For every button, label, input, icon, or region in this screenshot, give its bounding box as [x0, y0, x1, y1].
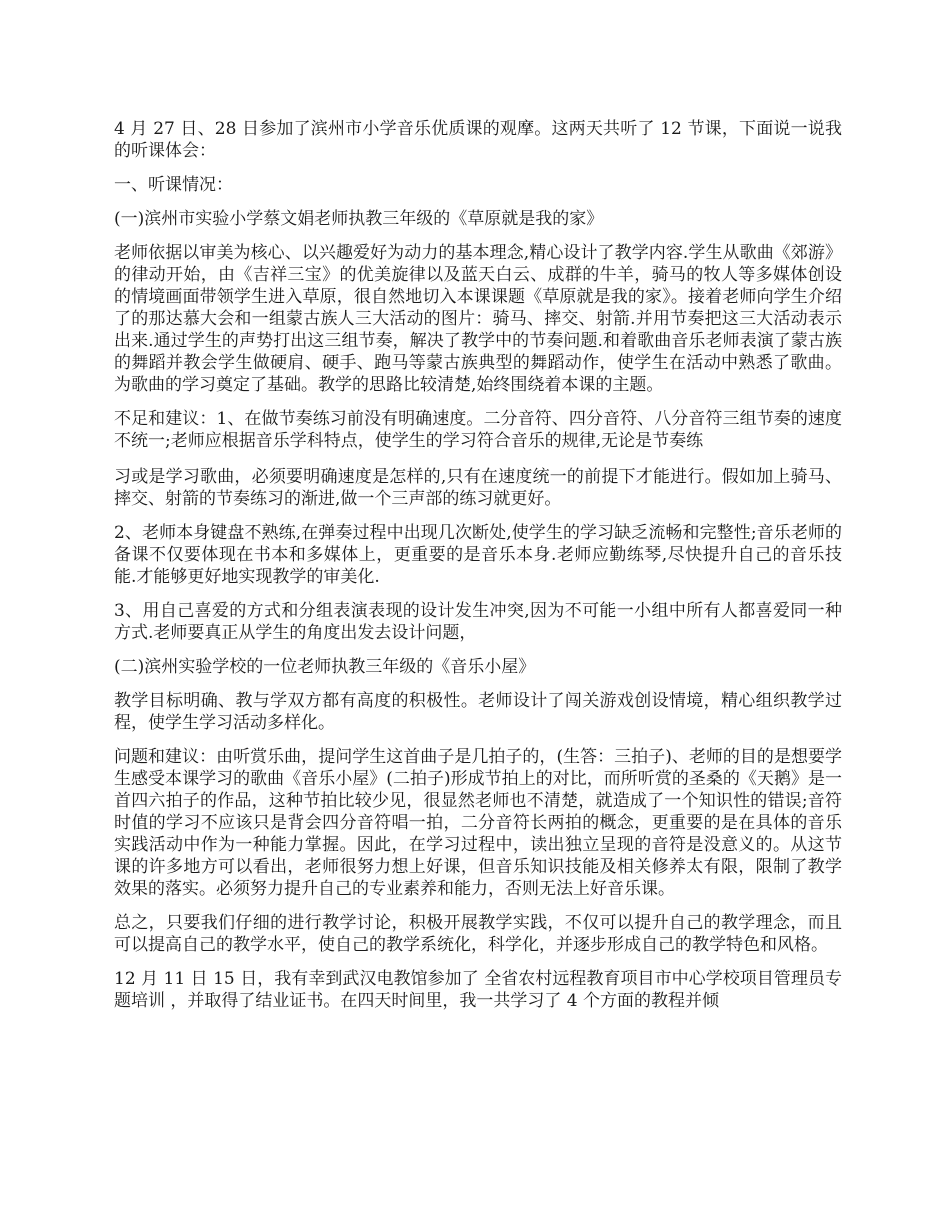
document-page [114, 118, 842, 1024]
section-heading-listening: 一、听课情况： [114, 175, 233, 195]
lesson-one-suggestion-1a: 不足和建议：1、在做节奏练习前没有明确速度。二分音符、四分音符、八分音符三组节奏的速度不统一;老师应根据音乐学科特点，使学生的学习符合音乐的规律,无论是节奏练 [114, 409, 842, 451]
training-paragraph: 12 月 11 日 15 日，我有幸到武汉电教馆参加了 全省农村远程教育项目市中心学校项目管理员专题培训 ，并取得了结业证书。在四天时间里，我一共学习了 4 个方面的教程并倾 [114, 969, 842, 1011]
lesson-two-heading: (二)滨州实验学校的一位老师执教三年级的《音乐小屋》 [114, 657, 536, 677]
lesson-two-suggestions: 问题和建议：由听赏乐曲，提问学生这首曲子是几拍子的，(生答：三拍子)、老师的目的是想要学生感受本课学习的歌曲《音乐小屋》(二拍子)形成节拍上的对比，而所听赏的圣桑的《天鹅》是一首四六拍子的作品，这种节拍比较少见，很显然老师也不清楚，就造成了一个知识性的错误;音符时值的学习不应该只是背会四分音符唱一拍，二分音符长两拍的概念，更重要的是在具体的音乐实践活动中作为一种能力掌握。因此，在学习过程中，读出独立呈现的音符是没意义的。从这节课的许多地方可以看出，老师很努力想上好课，但音乐知识技能及相关修养太有限，限制了教学效果的落实。必须努力提升自己的专业素养和能力，否则无法上好音乐课。 [114, 747, 842, 899]
intro-paragraph: 4 月 27 日、28 日参加了滨州市小学音乐优质课的观摩。这两天共听了 12 节课，下面说一说我的听课体会： [114, 119, 842, 161]
lesson-one-heading: (一)滨州市实验小学蔡文娟老师执教三年级的《草原就是我的家》 [114, 209, 604, 229]
lesson-one-suggestion-1b: 习或是学习歌曲，必须要明确速度是怎样的,只有在速度统一的前提下才能进行。假如加上骑马、摔交、射箭的节奏练习的渐进,做一个三声部的练习就更好。 [114, 467, 842, 509]
lesson-one-description: 老师依据以审美为核心、以兴趣爱好为动力的基本理念,精心设计了教学内容.学生从歌曲《郊游》的律动开始，由《吉祥三宝》的优美旋律以及蓝天白云、成群的牛羊，骑马的牧人等多媒体创设的情境画面带领学生进入草原，很自然地切入本课课题《草原就是我的家》。接着老师向学生介绍了的那达慕大会和一组蒙古族人三大活动的图片：骑马、摔交、射箭.并用节奏把这三大活动表示出来.通过学生的声势打出这三组节奏，解决了教学中的节奏问题.和着歌曲音乐老师表演了蒙古族的舞蹈并教会学生做硬肩、硬手、跑马等蒙古族典型的舞蹈动作，使学生在活动中熟悉了歌曲。为歌曲的学习奠定了基础。教学的思路比较清楚,始终围绕着本课的主题。 [114, 243, 842, 395]
summary-paragraph: 总之，只要我们仔细的进行教学讨论，积极开展教学实践，不仅可以提升自己的教学理念，而且可以提高自己的教学水平，使自己的教学系统化，科学化，并逐步形成自己的教学特色和风格。 [114, 913, 842, 955]
lesson-one-suggestion-3: 3、用自己喜爱的方式和分组表演表现的设计发生冲突,因为不可能一小组中所有人都喜爱同一种方式.老师要真正从学生的角度出发去设计问题， [114, 601, 842, 643]
lesson-two-description: 教学目标明确、教与学双方都有高度的积极性。老师设计了闯关游戏创设情境，精心组织教学过程，使学生学习活动多样化。 [114, 691, 842, 733]
lesson-one-suggestion-2: 2、老师本身键盘不熟练,在弹奏过程中出现几次断处,使学生的学习缺乏流畅和完整性;音乐老师的备课不仅要体现在书本和多媒体上，更重要的是音乐本身.老师应勤练琴,尽快提升自己的音乐技能.才能够更好地实现教学的审美化. [114, 523, 842, 587]
